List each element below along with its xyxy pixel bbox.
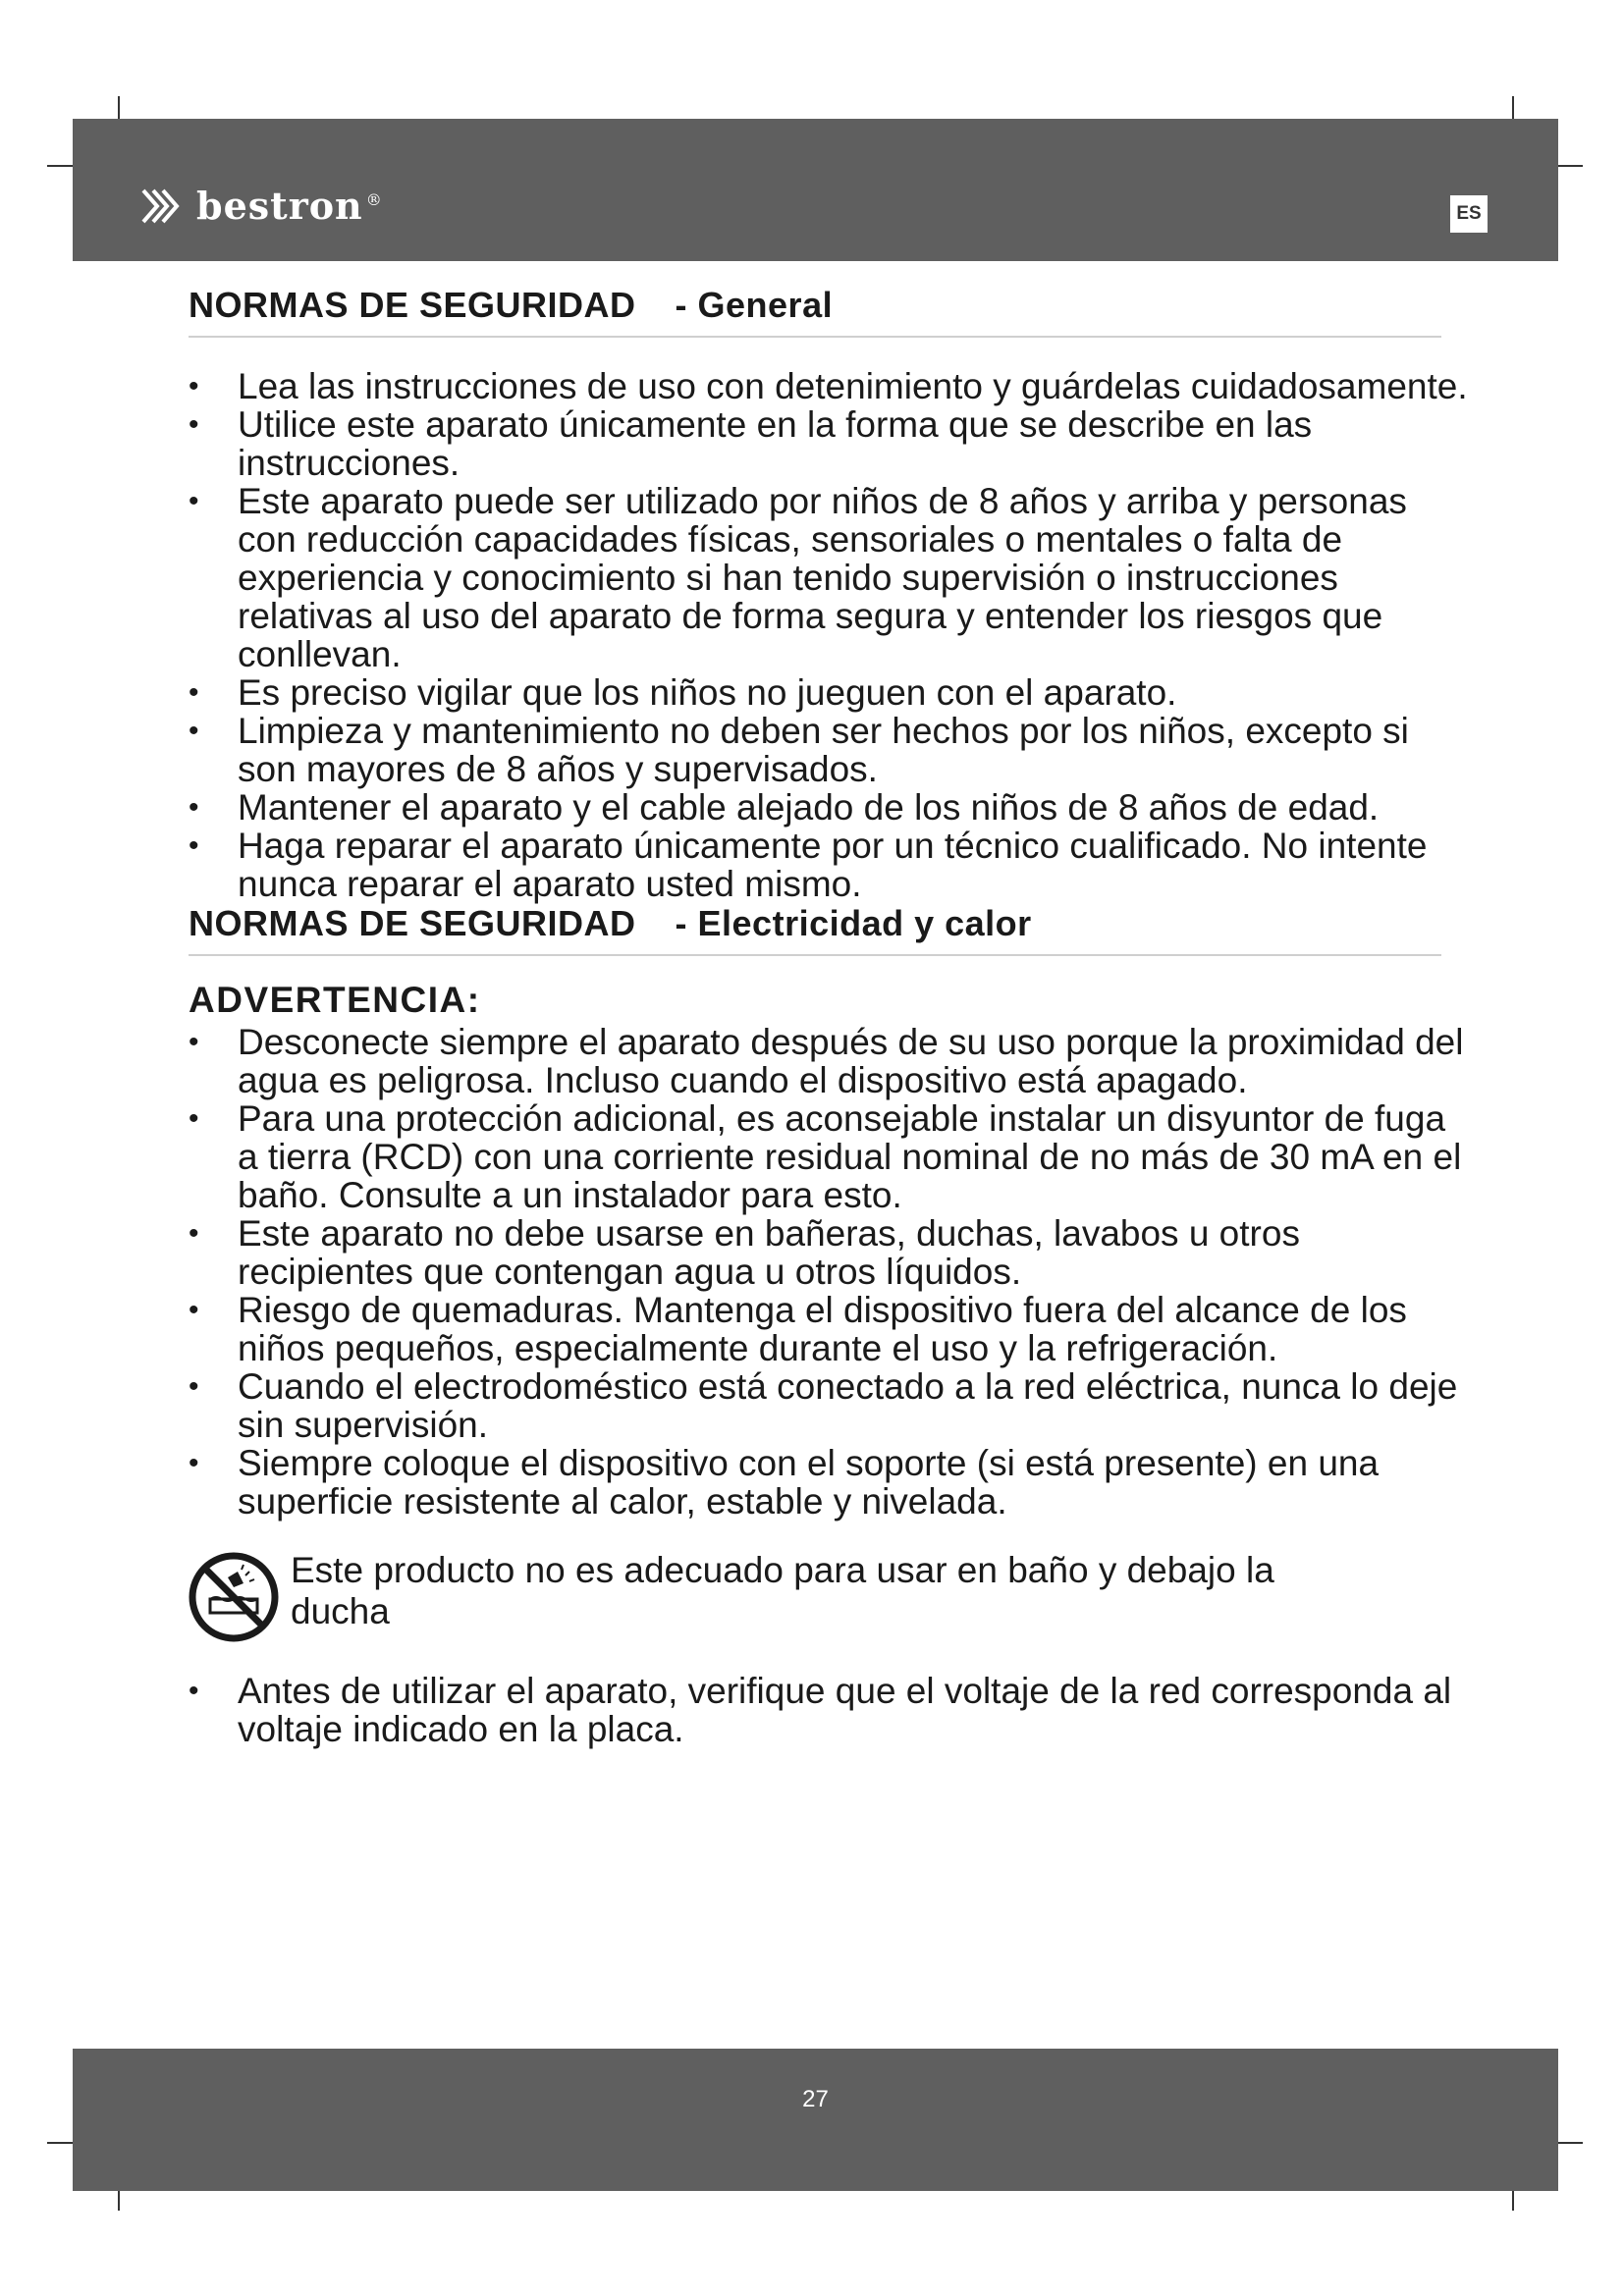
list-item: • Limpieza y mantenimiento no deben ser hechos por los niños, excepto si son mayores de 8 años y supervisados. — [189, 712, 1475, 788]
warning-label: ADVERTENCIA: — [189, 980, 481, 1020]
bath-warning-notice — [187, 1550, 1475, 1644]
page-footer — [73, 2049, 1558, 2191]
list-item: • Utilice este aparato únicamente en la forma que se describe en las instrucciones. — [189, 405, 1475, 482]
list-item: • Antes de utilizar el aparato, verifique que el voltaje de la red corresponda al voltaje indicado en la placa. — [189, 1672, 1475, 1748]
page-content — [189, 285, 1475, 1748]
page-header — [73, 119, 1558, 261]
brand-name: bestron ® — [196, 184, 383, 228]
list-item: • Siempre coloque el dispositivo con el soporte (si está presente) en una superficie resistente al calor, estable y nivelada. — [189, 1444, 1475, 1521]
voltage-check-list — [189, 1672, 1475, 1748]
general-safety-list — [189, 367, 1475, 903]
list-item: • Haga reparar el aparato únicamente por un técnico cualificado. No intente nunca reparar el aparato usted mismo. — [189, 827, 1475, 903]
list-item: • Lea las instrucciones de uso con detenimiento y guárdelas cuidadosamente. — [189, 367, 1475, 405]
brand-logo — [139, 184, 383, 228]
list-item: • Cuando el electrodoméstico está conectado a la red eléctrica, nunca lo deje sin supervisión. — [189, 1367, 1475, 1444]
list-item: • Mantener el aparato y el cable alejado de los niños de 8 años de edad. — [189, 788, 1475, 827]
language-badge: ES — [1450, 195, 1488, 233]
list-item: • Este aparato puede ser utilizado por niños de 8 años y arriba y personas con reducción capacidades físicas, sensoriales o mentales o falta de experiencia y conocimiento si han tenido supervisión o instrucciones relativas al uso del aparato de forma segura y entender los riesgos que conllevan. — [189, 482, 1475, 673]
electricity-safety-list — [189, 1023, 1475, 1521]
list-item: • Es preciso vigilar que los niños no jueguen con el aparato. — [189, 673, 1475, 712]
list-item: • Riesgo de quemaduras. Mantenga el dispositivo fuera del alcance de los niños pequeños, especialmente durante el uso y la refrigeración. — [189, 1291, 1475, 1367]
page-number: 27 — [802, 2086, 829, 2112]
notice-text: Este producto no es adecuado para usar en baño y debajo la ducha — [291, 1550, 1274, 1631]
list-item: • Para una protección adicional, es aconsejable instalar un disyuntor de fuga a tierra (RCD) con una corriente residual nominal de no más de 30 mA en el baño. Consulte a un instalador para esto. — [189, 1099, 1475, 1214]
section-heading-general: NORMAS DE SEGURIDAD - General — [189, 285, 1441, 338]
list-item: • Este aparato no debe usarse en bañeras, duchas, lavabos u otros recipientes que contengan agua u otros líquidos. — [189, 1214, 1475, 1291]
section-heading-electricity: NORMAS DE SEGURIDAD - Electricidad y calor — [189, 903, 1441, 956]
logo-chevron-icon — [139, 188, 187, 224]
list-item: • Desconecte siempre el aparato después de su uso porque la proximidad del agua es peligrosa. Incluso cuando el dispositivo está apagado. — [189, 1023, 1475, 1099]
no-bath-icon — [187, 1550, 281, 1644]
